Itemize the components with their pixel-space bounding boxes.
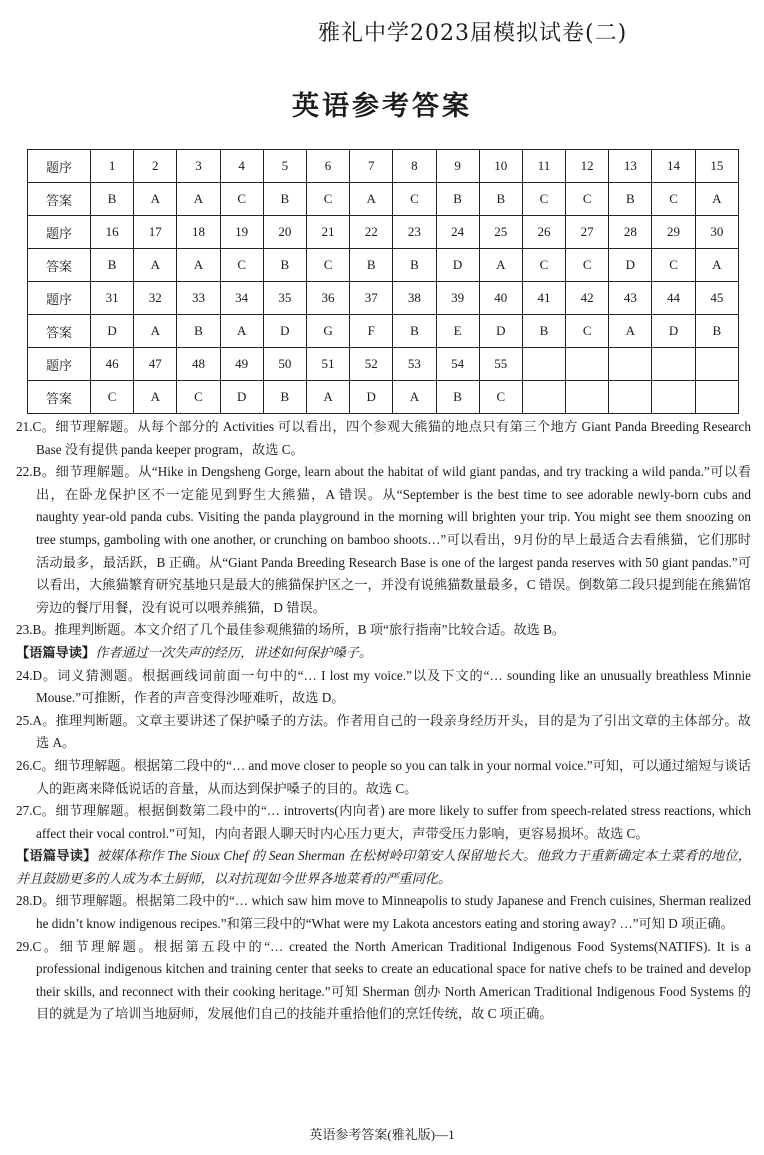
answer-cell: C (306, 249, 349, 282)
answer-cell: A (134, 315, 177, 348)
question-number-cell: 27 (566, 216, 609, 249)
question-number-cell: 4 (220, 150, 263, 183)
answer-cell: B (91, 183, 134, 216)
answer-explanations (16, 416, 751, 1026)
answer-cell: B (522, 315, 565, 348)
question-number-cell: 47 (134, 348, 177, 381)
row-label: 答案 (28, 381, 91, 414)
question-number-cell: 36 (306, 282, 349, 315)
question-number-cell: 35 (263, 282, 306, 315)
question-number-cell: 13 (609, 150, 652, 183)
question-number-cell: 25 (479, 216, 522, 249)
explanation-item: 27.C。细节理解题。根据倒数第二段中的“… introverts(内向者) are more likely to suffer from speech-related stress reactions, which affect their vocal control.”可知，内向者跟人聊天时内心压力更大，声带受压力影响，更容易损坏。故选 C。 (16, 803, 751, 841)
answer-cell: C (522, 183, 565, 216)
question-number-cell: 52 (350, 348, 393, 381)
question-number-cell: 1 (91, 150, 134, 183)
question-number-cell: 49 (220, 348, 263, 381)
answer-cell (522, 381, 565, 414)
question-number-row (28, 348, 739, 381)
question-number-cell: 30 (695, 216, 738, 249)
answer-cell: D (220, 381, 263, 414)
passage-guide (16, 845, 751, 890)
question-number-cell: 16 (91, 216, 134, 249)
question-number-cell: 34 (220, 282, 263, 315)
answer-key-table (27, 149, 739, 414)
passage-guide-text: 作者通过一次失声的经历，讲述如何保护嗓子。 (95, 644, 373, 660)
answer-cell: B (436, 183, 479, 216)
question-number-cell: 6 (306, 150, 349, 183)
answer-cell: A (177, 183, 220, 216)
explanation-item: 22.B。细节理解题。从“Hike in Dengsheng Gorge, learn about the habitat of wild giant pandas, and try tracking a wild panda.”可以看出，在卧龙保护区不一定能见到野生大熊猫，A 错误。从“September is the best time to see adorable newly-born cubs and naughty year-old panda cubs. Visiting the panda playground in the morning will brighten your trip. You might see them snoozing on tree stumps, gamboling with one another, or crunching on bamboo shoots…”可以看出，9月份的早上最适合去看熊猫，它们那时活动最多，最活跃，B 正确。从“Giant Panda Breeding Research Base is one of the largest panda reserves with 50 giant pandas.”可以看出，大熊猫繁育研究基地只是最大的熊猫保护区之一，并没有说熊猫数量最多，C 错误。倒数第二段只提到能在熊猫馆旁边的餐厅用餐，没有说可以喂养熊猫，D 错误。 (16, 464, 751, 615)
page-title: 英语参考答案 (292, 91, 472, 122)
question-number-cell: 31 (91, 282, 134, 315)
answer-cell: A (134, 381, 177, 414)
school-exam-title: 雅礼中学2023届模拟试卷(二) (318, 21, 628, 46)
question-number-cell: 11 (522, 150, 565, 183)
answer-cell: D (91, 315, 134, 348)
question-number-row (28, 216, 739, 249)
explanation-item: 24.D。词义猜测题。根据画线词前面一句中的“… I lost my voice.”以及下文的“… sounding like an unusually breathless Minnie Mouse.”可推断，作者的声音变得沙哑难听，故选 D。 (16, 667, 751, 706)
row-label: 题序 (28, 282, 91, 315)
answer-cell: D (350, 381, 393, 414)
answer-cell: C (91, 381, 134, 414)
answer-cell: C (566, 183, 609, 216)
passage-guide-label: 【语篇导读】 (16, 848, 97, 864)
answer-row (28, 315, 739, 348)
passage-guide-text: 被媒体称作 The Sioux Chef 的 Sean Sherman 在松树岭印第安人保留地长大。他致力于重新确定本土菜肴的地位，并且鼓励更多的人成为本土厨师，以对抗现如今世界各地菜肴的严重同化。 (16, 848, 751, 886)
answer-cell: D (652, 315, 695, 348)
question-number-cell: 17 (134, 216, 177, 249)
page-footer: 英语参考答案(雅礼版)—1 (309, 1127, 455, 1142)
answer-cell: D (479, 315, 522, 348)
question-number-cell: 20 (263, 216, 306, 249)
explanation-item: 29.C。细节理解题。根据第五段中的“… created the North American Traditional Indigenous Food Systems(NATIFS). It is a professional indigenous kitchen and training center that seeks to create an educational space for native chefs to be trained and develop their skills, and reconnect with their cooking heritage.”可知 Sherman 创办 North American Traditional Indigenous Food Systems 的目的就是为了培训当地厨师，发展他们自己的技能并重拾他们的烹饪传统，故 C 项正确。 (16, 938, 751, 1022)
answer-cell: B (263, 183, 306, 216)
answer-cell (652, 381, 695, 414)
explanation-item: 21.C。细节理解题。从每个部分的 Activities 可以看出，四个参观大熊猫的地点只有第三个地方 Giant Panda Breeding Research Base 没有提供 panda keeper program，故选 C。 (16, 419, 751, 457)
question-number-cell: 2 (134, 150, 177, 183)
answer-cell: B (393, 315, 436, 348)
answer-cell: B (695, 315, 738, 348)
question-number-cell: 21 (306, 216, 349, 249)
answer-cell: C (393, 183, 436, 216)
explanation-item: 25.A。推理判断题。文章主要讲述了保护嗓子的方法。作者用自己的一段亲身经历开头，目的是为了引出文章的主体部分。故选 A。 (16, 712, 751, 751)
question-number-cell: 39 (436, 282, 479, 315)
question-number-cell: 32 (134, 282, 177, 315)
explanation-item: 23.B。推理判断题。本文介绍了几个最佳参观熊猫的场所，B 项“旅行指南”比较合适。故选 B。 (16, 622, 566, 638)
answer-cell: G (306, 315, 349, 348)
answer-cell: A (695, 249, 738, 282)
row-label: 答案 (28, 183, 91, 216)
row-label: 题序 (28, 348, 91, 381)
answer-cell: F (350, 315, 393, 348)
question-number-cell: 8 (393, 150, 436, 183)
answer-cell: D (436, 249, 479, 282)
answer-cell: A (350, 183, 393, 216)
answer-cell: A (306, 381, 349, 414)
answer-cell: C (306, 183, 349, 216)
answer-cell: B (436, 381, 479, 414)
row-label: 题序 (28, 150, 91, 183)
question-number-cell: 42 (566, 282, 609, 315)
answer-cell: A (393, 381, 436, 414)
passage-guide (16, 642, 751, 665)
answer-cell: D (263, 315, 306, 348)
question-number-cell: 54 (436, 348, 479, 381)
answer-cell: C (479, 381, 522, 414)
question-number-cell (609, 348, 652, 381)
question-number-cell: 45 (695, 282, 738, 315)
question-number-cell: 9 (436, 150, 479, 183)
answer-cell: C (220, 183, 263, 216)
question-number-cell (695, 348, 738, 381)
question-number-cell (522, 348, 565, 381)
question-number-cell: 48 (177, 348, 220, 381)
question-number-cell: 50 (263, 348, 306, 381)
answer-cell: D (609, 249, 652, 282)
answer-cell: A (220, 315, 263, 348)
passage-guide-label: 【语篇导读】 (16, 644, 96, 660)
answer-cell (566, 381, 609, 414)
question-number-cell: 37 (350, 282, 393, 315)
answer-cell: C (177, 381, 220, 414)
question-number-cell: 26 (522, 216, 565, 249)
row-label: 题序 (28, 216, 91, 249)
question-number-cell: 24 (436, 216, 479, 249)
question-number-cell: 40 (479, 282, 522, 315)
answer-cell: A (134, 249, 177, 282)
question-number-cell: 18 (177, 216, 220, 249)
question-number-cell (566, 348, 609, 381)
answer-cell: B (609, 183, 652, 216)
answer-cell: A (695, 183, 738, 216)
question-number-cell: 5 (263, 150, 306, 183)
answer-cell (695, 381, 738, 414)
answer-row (28, 183, 739, 216)
question-number-cell: 43 (609, 282, 652, 315)
answer-cell: B (91, 249, 134, 282)
question-number-cell (652, 348, 695, 381)
answer-row (28, 249, 739, 282)
answer-cell: B (263, 249, 306, 282)
question-number-cell: 14 (652, 150, 695, 183)
question-number-cell: 53 (393, 348, 436, 381)
question-number-cell: 10 (479, 150, 522, 183)
question-number-cell: 22 (350, 216, 393, 249)
question-number-cell: 23 (393, 216, 436, 249)
answer-cell: C (522, 249, 565, 282)
question-number-cell: 33 (177, 282, 220, 315)
answer-cell: B (393, 249, 436, 282)
answer-cell: B (350, 249, 393, 282)
question-number-cell: 46 (91, 348, 134, 381)
question-number-cell: 12 (566, 150, 609, 183)
answer-row (28, 381, 739, 414)
question-number-cell: 28 (609, 216, 652, 249)
answer-cell: C (566, 249, 609, 282)
answer-cell: A (177, 249, 220, 282)
explanation-item: 28.D。细节理解题。根据第二段中的“… which saw him move to Minneapolis to study Japanese and French cuisines, Sherman realized he didn’t know indigenous recipes.”和第三段中的“What were my Lakota ancestors eating and storing away? …”可知 D 项正确。 (16, 893, 751, 932)
question-number-row (28, 150, 739, 183)
answer-cell: C (220, 249, 263, 282)
answer-cell: B (479, 183, 522, 216)
question-number-cell: 51 (306, 348, 349, 381)
answer-cell (609, 381, 652, 414)
question-number-cell: 38 (393, 282, 436, 315)
answer-cell: C (652, 249, 695, 282)
row-label: 答案 (28, 249, 91, 282)
question-number-cell: 29 (652, 216, 695, 249)
answer-cell: A (134, 183, 177, 216)
answer-cell: A (609, 315, 652, 348)
answer-cell: E (436, 315, 479, 348)
answer-cell: B (263, 381, 306, 414)
question-number-cell: 15 (695, 150, 738, 183)
row-label: 答案 (28, 315, 91, 348)
answer-cell: B (177, 315, 220, 348)
answer-cell: A (479, 249, 522, 282)
explanation-item: 26.C。细节理解题。根据第二段中的“… and move closer to people so you can talk in your normal voice.”可知，可以通过缩短与谈话人的距离来降低说话的音量，从而达到保护嗓子的目的。故选 C。 (16, 757, 751, 796)
question-number-cell: 19 (220, 216, 263, 249)
question-number-cell: 41 (522, 282, 565, 315)
question-number-cell: 55 (479, 348, 522, 381)
question-number-cell: 7 (350, 150, 393, 183)
question-number-row (28, 282, 739, 315)
answer-cell: C (566, 315, 609, 348)
answer-cell: C (652, 183, 695, 216)
question-number-cell: 3 (177, 150, 220, 183)
question-number-cell: 44 (652, 282, 695, 315)
